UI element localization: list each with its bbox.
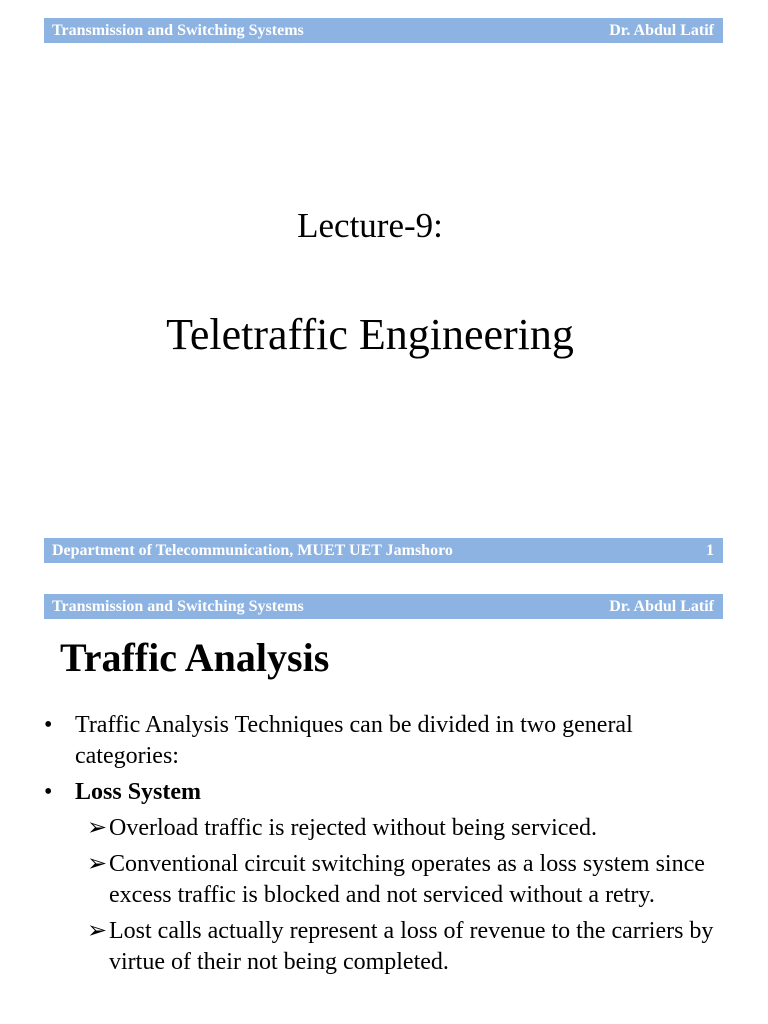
slide-header bbox=[44, 18, 723, 43]
slide-title: Traffic Analysis bbox=[60, 635, 330, 680]
lecture-number: Lecture-9: bbox=[297, 206, 443, 245]
author-name: Dr. Abdul Latif bbox=[609, 22, 714, 39]
bullet-list bbox=[44, 710, 734, 983]
loss-system-heading: Loss System bbox=[75, 779, 202, 805]
arrow-bullet-icon: ➢ bbox=[87, 918, 108, 944]
intro-text: Traffic Analysis Techniques can be divided in two general categories: bbox=[75, 712, 633, 769]
bullet-icon: • bbox=[44, 712, 53, 738]
course-name: Transmission and Switching Systems bbox=[52, 598, 304, 615]
list-item bbox=[44, 710, 734, 772]
author-name: Dr. Abdul Latif bbox=[609, 598, 714, 615]
sub-list-item bbox=[44, 813, 734, 844]
lecture-topic: Teletraffic Engineering bbox=[166, 310, 574, 359]
slide-footer bbox=[44, 538, 723, 563]
sub-list-item bbox=[44, 849, 734, 911]
department-name: Department of Telecommunication, MUET UET Jamshoro bbox=[52, 542, 453, 559]
bullet-icon: • bbox=[44, 779, 53, 805]
point-text: Conventional circuit switching operates as a loss system since excess traffic is blocked and not serviced without a retry. bbox=[109, 851, 705, 908]
list-item bbox=[44, 777, 734, 808]
point-text: Overload traffic is rejected without being serviced. bbox=[109, 815, 598, 841]
content-slide bbox=[0, 576, 768, 1024]
course-name: Transmission and Switching Systems bbox=[52, 22, 304, 39]
sub-list-item bbox=[44, 916, 734, 978]
page-number: 1 bbox=[706, 542, 714, 559]
arrow-bullet-icon: ➢ bbox=[87, 851, 108, 877]
point-text: Lost calls actually represent a loss of revenue to the carriers by virtue of their not being completed. bbox=[109, 918, 714, 975]
slide-header bbox=[44, 594, 723, 619]
arrow-bullet-icon: ➢ bbox=[87, 815, 108, 841]
